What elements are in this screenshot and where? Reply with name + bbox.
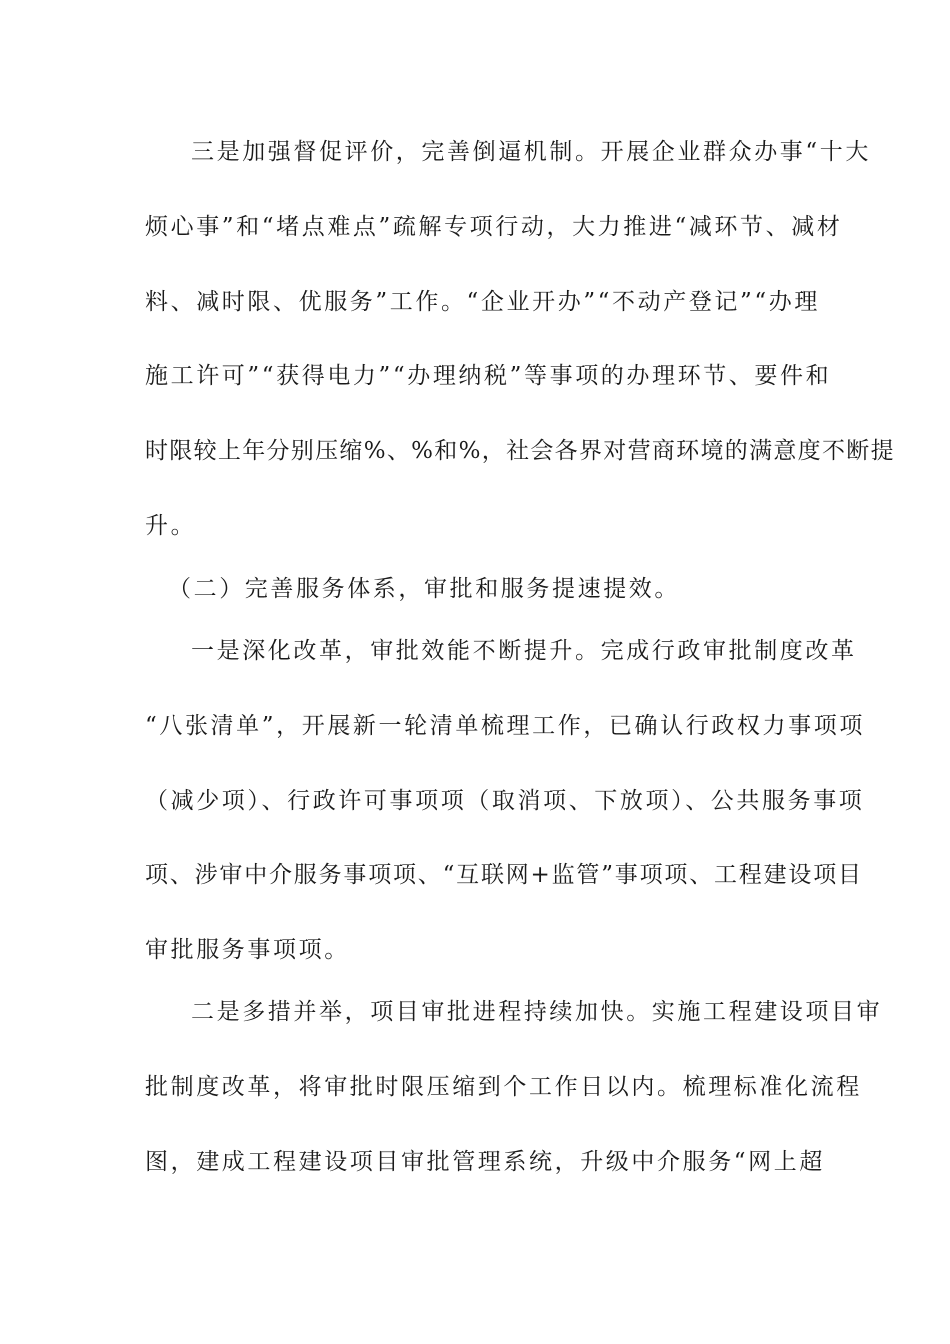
paragraph-2-line-2: “八张清单”，开展新一轮清单梳理工作，已确认行政权力事项项 xyxy=(145,713,865,739)
section-heading: （二）完善服务体系，审批和服务提速提效。 xyxy=(168,576,680,602)
paragraph-3-line-2: 批制度改革，将审批时限压缩到个工作日以内。梳理标准化流程 xyxy=(145,1074,862,1100)
paragraph-1-line-2: 烦心事”和“堵点难点”疏解专项行动，大力推进“减环节、减材 xyxy=(145,214,843,240)
paragraph-1-line-5: 时限较上年分别压缩%、%和%，社会各界对营商环境的满意度不断提 xyxy=(145,438,895,464)
paragraph-3-line-1: 二是多措并举，项目审批进程持续加快。实施工程建设项目审 xyxy=(191,999,883,1025)
paragraph-2-line-1: 一是深化改革，审批效能不断提升。完成行政审批制度改革 xyxy=(191,638,857,664)
paragraph-1-line-1: 三是加强督促评价，完善倒逼机制。开展企业群众办事“十大 xyxy=(191,139,871,165)
paragraph-1-line-3: 料、减时限、优服务”工作。“企业开办”“不动产登记”“办理 xyxy=(145,289,820,315)
paragraph-1-line-4: 施工许可”“获得电力”“办理纳税”等事项的办理环节、要件和 xyxy=(145,363,832,389)
paragraph-1-line-6: 升。 xyxy=(145,513,197,539)
paragraph-2-line-4: 项、涉审中介服务事项项、“互联网+监管”事项项、工程建设项目 xyxy=(145,862,863,888)
paragraph-2-line-3: （减少项）、行政许可事项项（取消项、下放项）、公共服务事项 xyxy=(145,788,865,814)
paragraph-3-line-3: 图，建成工程建设项目审批管理系统，升级中介服务“网上超 xyxy=(145,1149,825,1175)
paragraph-2-line-5: 审批服务事项项。 xyxy=(145,937,350,963)
